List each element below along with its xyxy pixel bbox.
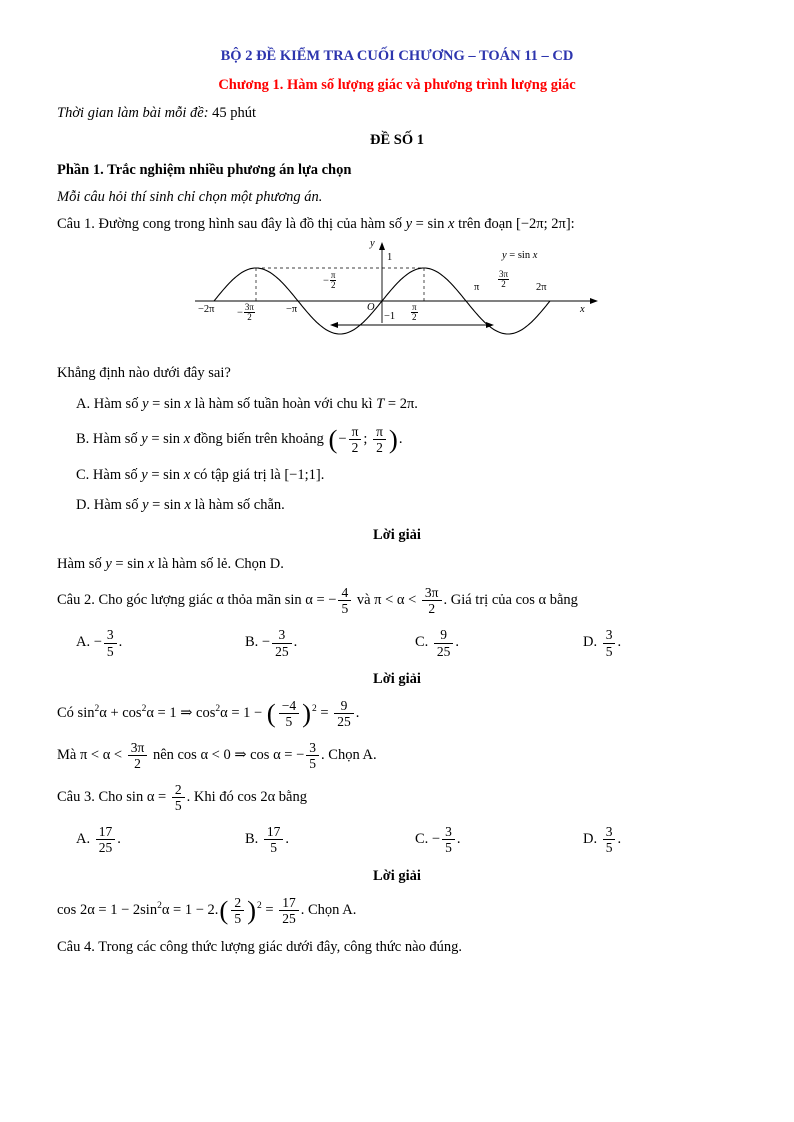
q2-option-d: D. $\frac{3}{5}$ . bbox=[583, 627, 622, 659]
q1-question: Khẳng định nào dưới đây sai? bbox=[57, 365, 231, 381]
q2-option-c: C. $\frac{9}{25}$ . bbox=[415, 627, 460, 659]
q1-option-d: D. Hàm số y = sin x là hàm số chẵn. bbox=[76, 497, 285, 514]
q1-option-b: B. Hàm số y = sin x đồng biến trên khoảng (− $\frac{\pi}{2}$ ; $\frac{\pi}{2}$ ). bbox=[76, 424, 403, 456]
document-title: BỘ 2 ĐỀ KIỂM TRA CUỐI CHƯƠNG – TOÁN 11 – CD bbox=[220, 48, 574, 64]
time-limit-line bbox=[57, 103, 737, 123]
q2-stem: Câu 2. Cho góc lượng giác α thỏa mãn sin α = − $\frac{4}{5}$ và π < α < $\frac{3\pi}{2}$ . Giá trị của cos α bằng bbox=[57, 585, 578, 617]
q3-option-a: A. $\frac{17}{25}$ . bbox=[76, 824, 121, 856]
q2-option-a: A. − $\frac{3}{5}$ . bbox=[76, 627, 123, 659]
graph-label-neg-pi-2: − $\frac{\pi}{2}$ bbox=[323, 270, 336, 291]
graph-label-3pi-2: $\frac{3\pi}{2}$ bbox=[499, 269, 509, 290]
q2-options-row bbox=[76, 627, 737, 658]
q2-solution-line2: Mà π < α < $\frac{3\pi}{2}$ nên cos α < 0 ⇒ cos α = − $\frac{3}{5}$ . Chọn A. bbox=[57, 739, 377, 771]
part1-heading: Phần 1. Trắc nghiệm nhiều phương án lựa chọn bbox=[57, 162, 352, 178]
graph-label-neg-2pi: −2π bbox=[198, 304, 215, 315]
chapter-title: Chương 1. Hàm số lượng giác và phương trình lượng giác bbox=[218, 77, 576, 93]
graph-label-pi: π bbox=[474, 282, 480, 293]
part1-instruction: Mỗi câu hỏi thí sinh chỉ chọn một phương án. bbox=[57, 189, 323, 205]
q3-stem: Câu 3. Cho sin α = $\frac{2}{5}$ . Khi đó cos 2α bằng bbox=[57, 782, 307, 814]
time-limit-label: Thời gian làm bài mỗi đề: bbox=[57, 105, 213, 121]
q1-stem: Câu 1. Đường cong trong hình sau đây là đồ thị của hàm số y = sin x trên đoạn [−2π; 2π]: bbox=[57, 216, 575, 232]
q1-option-c: C. Hàm số y = sin x có tập giá trị là [−1;1]. bbox=[76, 467, 325, 484]
q3-option-b: B. $\frac{17}{5}$ . bbox=[245, 824, 290, 856]
graph-label-curve-equation: y = sin x bbox=[502, 250, 538, 261]
period-arrow-left bbox=[330, 322, 338, 328]
graph-label-2pi: 2π bbox=[536, 282, 547, 293]
q3-option-d: D. $\frac{3}{5}$ . bbox=[583, 824, 622, 856]
sine-graph-svg bbox=[187, 241, 607, 353]
q3-solution: $\cos 2\alpha = 1 - 2\sin^2\alpha = 1 - 2$.( $\frac{2}{5}$ )$^2$ = $\frac{17}{25}$ . Chọn A. bbox=[57, 894, 357, 926]
q3-solution-heading: Lời giải bbox=[373, 867, 421, 884]
q1-solution-heading: Lời giải bbox=[373, 527, 421, 544]
graph-label-1: 1 bbox=[387, 252, 393, 263]
time-limit-value: 45 phút bbox=[212, 105, 257, 121]
graph-label-neg-1: −1 bbox=[384, 311, 396, 322]
graph-label-neg-3pi-2: − $\frac{3\pi}{2}$ bbox=[237, 302, 254, 323]
q2-solution-heading: Lời giải bbox=[373, 670, 421, 687]
graph-label-y: y bbox=[370, 238, 375, 249]
q3-options-row bbox=[76, 824, 737, 855]
y-axis-arrow bbox=[379, 242, 385, 250]
x-axis-arrow bbox=[590, 298, 598, 304]
graph-label-neg-pi: −π bbox=[286, 304, 298, 315]
exam-number: ĐỀ SỐ 1 bbox=[370, 132, 424, 148]
q1-option-a: A. Hàm số y = sin x là hàm số tuần hoàn với chu kì T = 2π. bbox=[76, 396, 418, 412]
graph-label-origin: O bbox=[367, 302, 375, 313]
q3-option-c: C. − $\frac{3}{5}$ . bbox=[415, 824, 461, 856]
graph-label-pi-2: $\frac{\pi}{2}$ bbox=[412, 302, 417, 323]
q2-solution-line1: Có $\sin^2\alpha + \cos^2\alpha = 1$ ⇒ $\cos^2\alpha = 1$ − ( $\frac{-4}{5}$ )$^2$ = $\frac{9}{25}$ . bbox=[57, 697, 360, 729]
q2-option-b: B. − $\frac{3}{25}$ . bbox=[245, 627, 298, 659]
q1-solution: Hàm số y = sin x là hàm số lẻ. Chọn D. bbox=[57, 556, 284, 573]
q1-sine-graph bbox=[187, 238, 607, 353]
q4-stem: Câu 4. Trong các công thức lượng giác dưới đây, công thức nào đúng. bbox=[57, 938, 463, 955]
graph-label-x: x bbox=[580, 304, 585, 315]
